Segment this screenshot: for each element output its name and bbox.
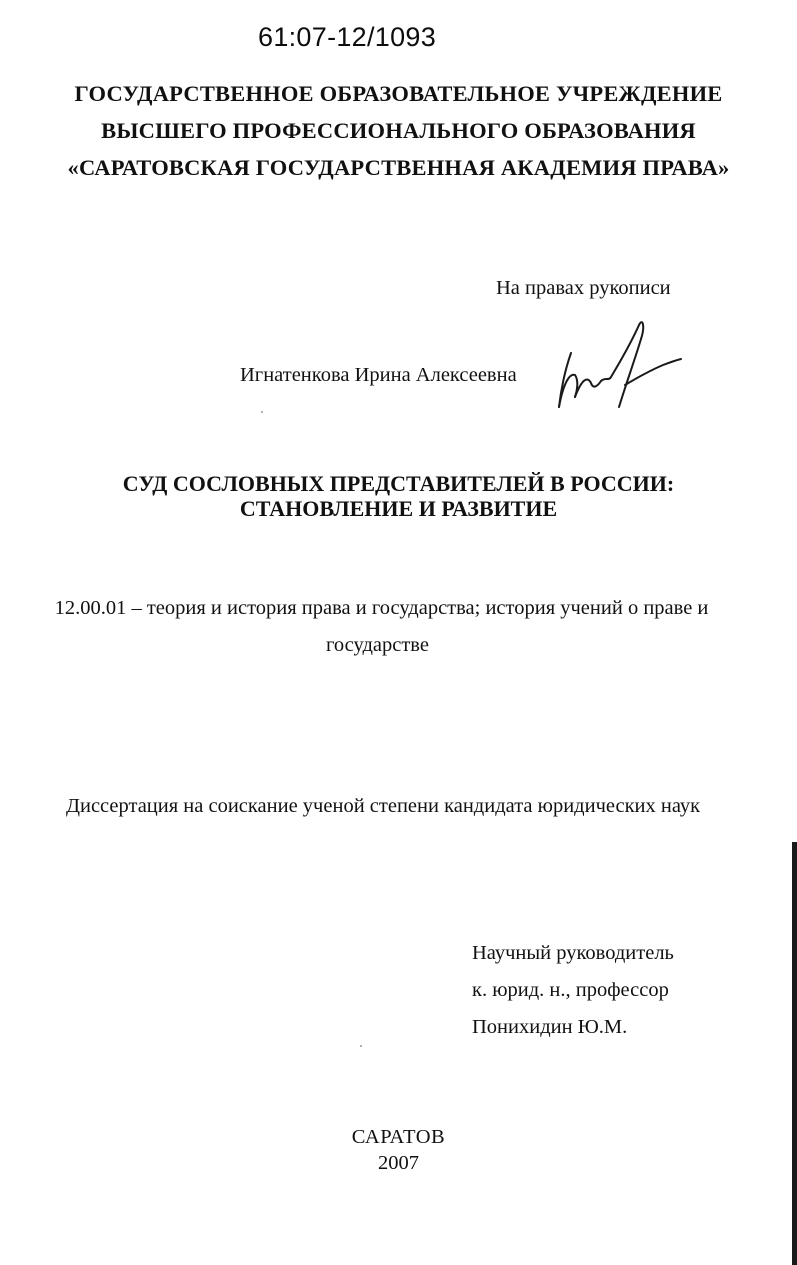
year: 2007 [378, 1152, 419, 1174]
institution-line-2: ВЫСШЕГО ПРОФЕССИОНАЛЬНОГО ОБРАЗОВАНИЯ [101, 118, 696, 143]
specialty-line-2: государстве [326, 634, 429, 656]
city: САРАТОВ [351, 1126, 446, 1148]
scan-speck [360, 1045, 362, 1047]
catalog-number: 61:07-12/1093 [258, 22, 437, 52]
dissertation-note: Диссертация на соискание ученой степени кандидата юридических наук [66, 795, 701, 817]
dissertation-title-line-1: СУД СОСЛОВНЫХ ПРЕДСТАВИТЕЛЕЙ В РОССИИ: [122, 471, 675, 496]
specialty-line-1: 12.00.01 – теория и история права и государства; история учений о праве и [54, 597, 709, 619]
signature-stroke [575, 379, 601, 397]
scan-edge [792, 842, 797, 1265]
supervisor-label: Научный руководитель [472, 942, 674, 964]
institution-line-1: ГОСУДАРСТВЕННОЕ ОБРАЗОВАТЕЛЬНОЕ УЧРЕЖДЕНИЕ [74, 81, 723, 106]
author-signature [545, 315, 685, 415]
institution-line-3: «САРАТОВСКАЯ ГОСУДАРСТВЕННАЯ АКАДЕМИЯ ПРАВА» [67, 155, 730, 180]
scan-speck [261, 411, 263, 413]
manuscript-note: На правах рукописи [496, 277, 671, 299]
supervisor-name: Понихидин Ю.М. [472, 1016, 628, 1038]
author-name: Игнатенкова Ирина Алексеевна [240, 364, 517, 386]
dissertation-title-line-2: СТАНОВЛЕНИЕ И РАЗВИТИЕ [239, 496, 558, 521]
supervisor-degree: к. юрид. н., профессор [472, 979, 669, 1001]
signature-stroke [619, 339, 641, 407]
